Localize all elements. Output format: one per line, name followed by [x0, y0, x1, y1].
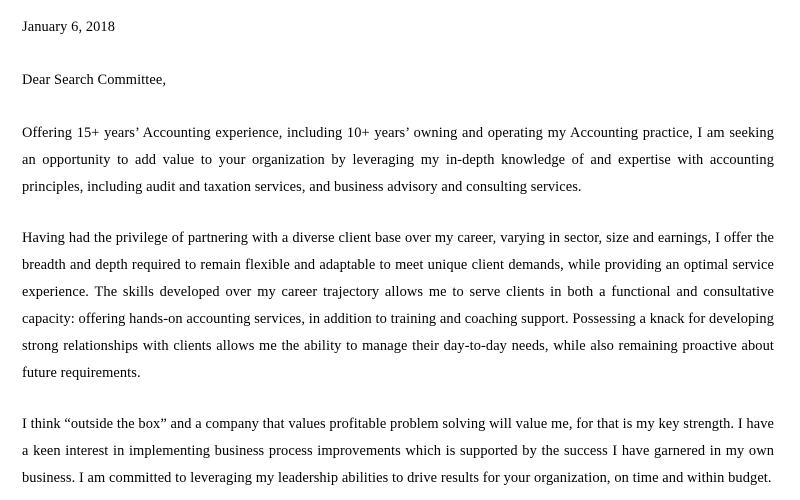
- letter-salutation: Dear Search Committee,: [22, 72, 167, 88]
- letter-paragraph-2: Having had the privilege of partnering with a diverse client base over my career, varying in sector, size and earnings, I offer the breadth and depth required to remain flexible and adaptable to meet unique client demands, while providing an optimal service experience. The skills developed over my career trajectory allows me to serve clients in both a functional and consultative capacity: offering hands-on accounting services, in addition to training and coaching support. Possessing a knack for developing strong relationships with clients allows me the ability to manage their day-to-day needs, while also remaining proactive about future requirements.: [22, 230, 774, 381]
- letter-paragraph-3: I think “outside the box” and a company that values profitable problem solving will value me, for that is my key strength. I have a keen interest in implementing business process improvements which is supported by the success I have garnered in my own business. I am committed to leveraging my leadership abilities to drive results for your organization, on time and within budget.: [22, 416, 774, 486]
- letter-paragraph-1: Offering 15+ years’ Accounting experience, including 10+ years’ owning and operating my Accounting practice, I am seeking an opportunity to add value to your organization by leveraging my in-depth knowledge of and expertise with accounting principles, including audit and taxation services, and business advisory and consulting services.: [22, 125, 774, 195]
- letter-date: January 6, 2018: [22, 19, 116, 35]
